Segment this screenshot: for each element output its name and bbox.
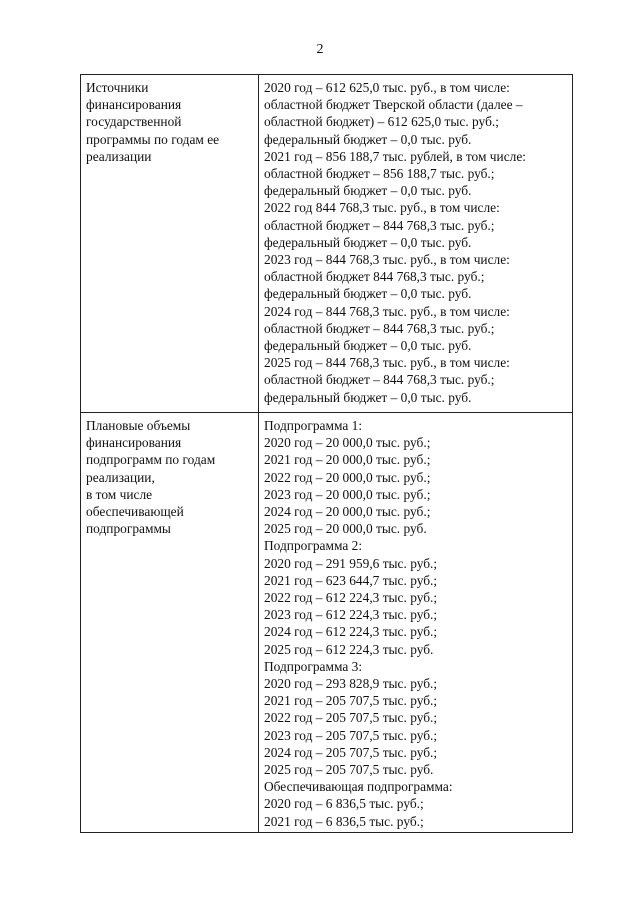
value-line: областной бюджет Тверской области (далее –: [264, 97, 523, 113]
value-line: 2024 год – 612 224,3 тыс. руб.;: [264, 624, 438, 640]
value-line: федеральный бюджет – 0,0 тыс. руб.: [264, 338, 472, 354]
value-line: 2020 год – 291 959,6 тыс. руб.;: [264, 555, 438, 571]
value-line: 2025 год – 20 000,0 тыс. руб.: [264, 521, 427, 537]
value-line: Обеспечивающая подпрограмма:: [264, 779, 453, 795]
label-line: в том числе: [86, 486, 153, 502]
page-number: 2: [316, 42, 324, 57]
value-line: областной бюджет – 844 768,3 тыс. руб.;: [264, 372, 495, 388]
value-line: федеральный бюджет – 0,0 тыс. руб.: [264, 131, 472, 147]
value-line: федеральный бюджет – 0,0 тыс. руб.: [264, 183, 472, 199]
funding-sources-value-cell: [259, 75, 573, 413]
label-line: программы по годам ее: [86, 131, 220, 147]
value-line: 2024 год – 205 707,5 тыс. руб.;: [264, 744, 438, 760]
label-line: Плановые объемы: [86, 418, 191, 433]
value-line: 2025 год – 844 768,3 тыс. руб., в том числе:: [264, 355, 510, 371]
value-line: 2024 год – 20 000,0 тыс. руб.;: [264, 504, 431, 520]
planned-volumes-value-cell: [259, 413, 573, 833]
value-line: федеральный бюджет – 0,0 тыс. руб.: [264, 286, 472, 302]
label-line: финансирования: [86, 97, 182, 113]
label-line: финансирования: [86, 435, 182, 451]
program-passport-table: [80, 74, 573, 833]
value-line: 2021 год – 856 188,7 тыс. рублей, в том числе:: [264, 148, 526, 164]
value-line: областной бюджет) – 612 625,0 тыс. руб.;: [264, 114, 499, 130]
value-line: 2020 год – 6 836,5 тыс. руб.;: [264, 796, 424, 812]
value-line: федеральный бюджет – 0,0 тыс. руб.: [264, 234, 472, 250]
value-line: 2022 год – 205 707,5 тыс. руб.;: [264, 710, 438, 726]
label-line: реализации: [86, 148, 152, 164]
value-line: 2020 год – 20 000,0 тыс. руб.;: [264, 435, 431, 451]
value-line: 2024 год – 844 768,3 тыс. руб., в том числе:: [264, 303, 510, 319]
value-line: 2025 год – 612 224,3 тыс. руб.: [264, 641, 434, 657]
funding-sources-label-cell: [81, 75, 259, 413]
value-line: 2022 год – 20 000,0 тыс. руб.;: [264, 469, 431, 485]
value-line: 2022 год – 612 224,3 тыс. руб.;: [264, 590, 438, 606]
value-line: Подпрограмма 1:: [264, 418, 363, 433]
table-row-funding-sources: [81, 75, 573, 413]
label-line: государственной: [86, 114, 182, 130]
table-row-planned-volumes: [81, 413, 573, 833]
value-line: 2020 год – 293 828,9 тыс. руб.;: [264, 676, 438, 692]
value-line: 2025 год – 205 707,5 тыс. руб.: [264, 762, 434, 778]
value-line: 2023 год – 205 707,5 тыс. руб.;: [264, 727, 438, 743]
value-line: 2023 год – 844 768,3 тыс. руб., в том числе:: [264, 252, 510, 268]
planned-volumes-label-cell: [81, 413, 259, 833]
label-line: Источники: [86, 80, 149, 95]
value-line: 2021 год – 6 836,5 тыс. руб.;: [264, 813, 424, 829]
value-line: 2022 год 844 768,3 тыс. руб., в том числе:: [264, 200, 500, 216]
label-line: подпрограмм по годам: [86, 452, 216, 468]
value-line: областной бюджет – 844 768,3 тыс. руб.;: [264, 320, 495, 336]
value-line: 2023 год – 612 224,3 тыс. руб.;: [264, 607, 438, 623]
value-line: областной бюджет – 844 768,3 тыс. руб.;: [264, 217, 495, 233]
value-line: федеральный бюджет – 0,0 тыс. руб.: [264, 389, 472, 405]
value-line: Подпрограмма 3:: [264, 658, 363, 674]
value-line: областной бюджет 844 768,3 тыс. руб.;: [264, 269, 485, 285]
value-line: 2021 год – 623 644,7 тыс. руб.;: [264, 572, 438, 588]
value-line: областной бюджет – 856 188,7 тыс. руб.;: [264, 166, 495, 182]
label-line: обеспечивающей: [86, 504, 184, 520]
value-line: 2021 год – 20 000,0 тыс. руб.;: [264, 452, 431, 468]
label-line: реализации,: [86, 469, 155, 485]
value-line: 2023 год – 20 000,0 тыс. руб.;: [264, 486, 431, 502]
label-line: подпрограммы: [86, 521, 171, 537]
value-line: 2021 год – 205 707,5 тыс. руб.;: [264, 693, 438, 709]
value-line: Подпрограмма 2:: [264, 538, 363, 554]
value-line: 2020 год – 612 625,0 тыс. руб., в том числе:: [264, 80, 510, 95]
